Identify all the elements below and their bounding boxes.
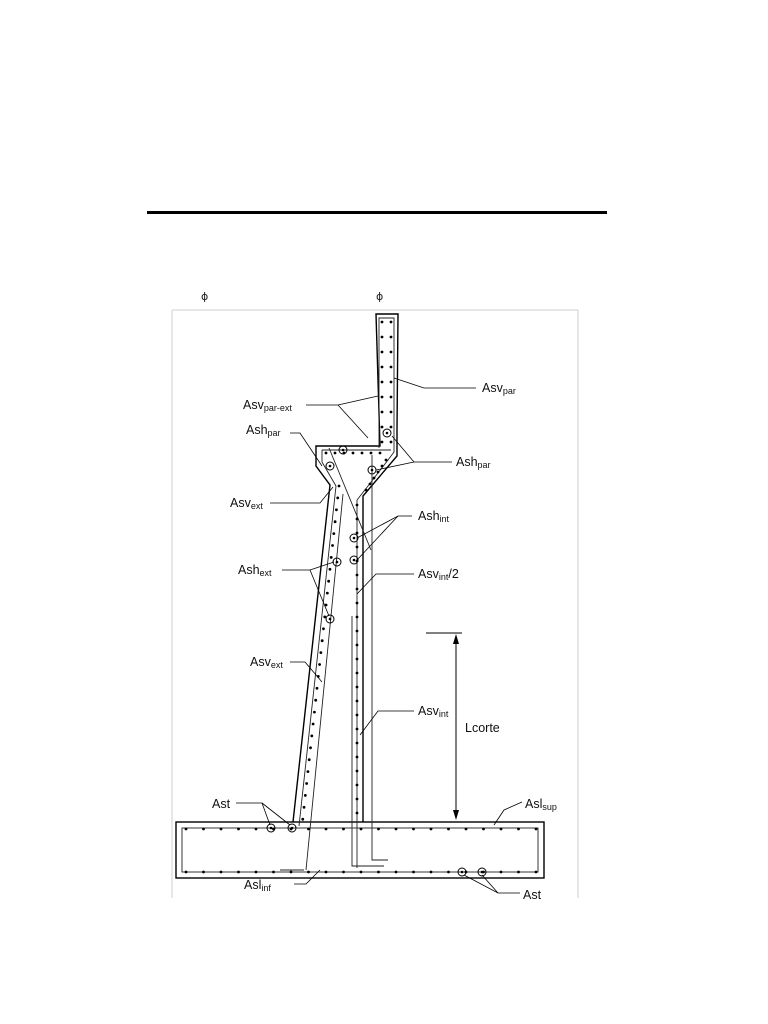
rebar-dot: [321, 639, 324, 642]
rebar-dot: [356, 714, 359, 717]
label-ast-top: Ast: [212, 797, 231, 811]
rebar-dot: [202, 871, 205, 874]
rebar-dot: [307, 871, 310, 874]
rebar-dot: [381, 336, 384, 339]
rebar-dot: [301, 818, 304, 821]
rebar-dot: [318, 663, 321, 666]
rebar-dot: [338, 485, 341, 488]
rebar-dot: [220, 871, 223, 874]
rebar-dot: [381, 366, 384, 369]
rebar-dot: [303, 806, 306, 809]
footing-bar-cage: [182, 828, 538, 872]
rebar-dot: [237, 828, 240, 831]
rebar-dot: [360, 871, 363, 874]
rebar-dot: [356, 504, 359, 507]
rebar-dot: [381, 411, 384, 414]
rebar-dot: [305, 782, 308, 785]
rebar-dot: [447, 871, 450, 874]
rebar-dot: [370, 452, 373, 455]
rebar-dot: [356, 518, 359, 521]
rebar-dot: [377, 828, 380, 831]
rebar-dot: [365, 489, 368, 492]
rebar-dot: [325, 871, 328, 874]
rebar-dot: [482, 828, 485, 831]
label-asv-par-ext: Asvpar-ext: [243, 398, 292, 413]
label-asv-ext-top: Asvext: [230, 496, 263, 511]
rebar-dot: [331, 544, 334, 547]
rebar-dot: [356, 742, 359, 745]
rebar-dot: [202, 828, 205, 831]
circled-bar-centers: [270, 432, 484, 874]
label-asv-int: Asvint: [418, 704, 449, 719]
label-ash-par-left: Ashpar: [246, 423, 281, 438]
rebar-dot: [304, 794, 307, 797]
label-asl-sup: Aslsup: [525, 797, 557, 812]
rebar-dot: [356, 602, 359, 605]
rebar-dot: [356, 756, 359, 759]
rebar-dot: [316, 687, 319, 690]
concrete-outline: [176, 314, 544, 878]
label-ash-ext: Ashext: [238, 563, 272, 578]
rebar-dot: [356, 630, 359, 633]
rebar-dot: [356, 700, 359, 703]
rebar-dot: [334, 520, 337, 523]
rebar-dot: [395, 828, 398, 831]
rebar-dot: [356, 728, 359, 731]
rebar-dot: [379, 452, 382, 455]
rebar-dot: [390, 426, 393, 429]
rebar-dot: [329, 568, 332, 571]
rebar-dot: [447, 828, 450, 831]
rebar-dot: [500, 828, 503, 831]
label-asv-ext-mid: Asvext: [250, 655, 283, 670]
drawing-frame: [172, 310, 578, 898]
interior-short-bar: [372, 455, 388, 860]
rebar-dot: [381, 321, 384, 324]
rebar-dot: [356, 672, 359, 675]
rebar-dot: [356, 574, 359, 577]
rebar-dot: [381, 351, 384, 354]
label-ast-bottom: Ast: [523, 888, 542, 902]
rebar-dot: [465, 828, 468, 831]
rebar-dot: [334, 452, 337, 455]
rebar-dot: [356, 812, 359, 815]
rebar-dot: [381, 465, 384, 468]
rebar-dot: [237, 871, 240, 874]
labels: [212, 381, 557, 902]
rebar-dot: [360, 828, 363, 831]
rebar-dot: [336, 497, 339, 500]
rebar-dot: [307, 770, 310, 773]
rebar-dot: [390, 351, 393, 354]
rebar-dot: [332, 532, 335, 535]
lcorte-dimension: [426, 633, 462, 820]
label-lcorte: Lcorte: [465, 721, 500, 735]
rebar-dot: [381, 441, 384, 444]
rebar-dot: [356, 658, 359, 661]
rebar-dot: [535, 871, 538, 874]
rebar-dot: [517, 828, 520, 831]
phi-symbol-left: ϕ: [201, 290, 209, 303]
footing-outline: [176, 822, 544, 878]
rebar-dot: [412, 871, 415, 874]
diagonal-tie-bar: [329, 448, 371, 550]
rebar-dot: [361, 452, 364, 455]
rebar-dot: [325, 452, 328, 455]
reinforcement-bars: [182, 318, 538, 872]
rebar-dot: [255, 828, 258, 831]
rebar-dot: [381, 426, 384, 429]
rebar-dot: [327, 580, 330, 583]
rebar-dot: [356, 798, 359, 801]
rebar-dot: [356, 546, 359, 549]
label-asv-int-half: Asvint/2: [418, 567, 459, 582]
rebar-dot: [307, 828, 310, 831]
rebar-dot: [430, 828, 433, 831]
rebar-dot: [310, 735, 313, 738]
phi-symbol-right: ϕ: [376, 290, 384, 303]
rebar-dot: [356, 770, 359, 773]
rebar-dot: [356, 784, 359, 787]
rebar-dot: [385, 459, 388, 462]
rebar-dot: [309, 746, 312, 749]
rebar-dot: [319, 651, 322, 654]
rebar-dot: [185, 828, 188, 831]
rebar-dot: [390, 396, 393, 399]
rebar-dot: [381, 381, 384, 384]
rebar-dot: [342, 828, 345, 831]
rebar-dot: [356, 588, 359, 591]
leader-lines: [236, 378, 522, 893]
rebar-dot: [220, 828, 223, 831]
exterior-vertical-bar-2: [306, 494, 343, 870]
rebar-dot: [373, 477, 376, 480]
label-asv-par: Asvpar: [482, 381, 516, 396]
rebar-dot: [412, 828, 415, 831]
rebar-dot: [290, 871, 293, 874]
rebar-dot: [390, 381, 393, 384]
label-ash-par-right: Ashpar: [456, 455, 491, 470]
rebar-dot: [313, 711, 316, 714]
exterior-vertical-bar: [299, 486, 336, 826]
rebar-dot: [377, 471, 380, 474]
label-asl-inf: Aslinf: [244, 878, 271, 893]
rebar-dot: [395, 871, 398, 874]
rebar-dot: [352, 452, 355, 455]
rebar-dot: [312, 723, 315, 726]
rebar-dot: [390, 441, 393, 444]
rebar-dot: [369, 483, 372, 486]
rebar-dot: [185, 871, 188, 874]
rebar-dots: [185, 321, 538, 874]
rebar-dot: [330, 556, 333, 559]
rebar-dot: [356, 686, 359, 689]
rebar-dot: [500, 871, 503, 874]
rebar-dot: [308, 758, 311, 761]
rebar-dot: [325, 828, 328, 831]
rebar-dot: [390, 321, 393, 324]
rebar-dot: [535, 828, 538, 831]
rebar-dot: [272, 871, 275, 874]
rebar-dot: [322, 627, 325, 630]
rebar-dot: [430, 871, 433, 874]
rebar-dot: [390, 336, 393, 339]
circled-bars: [267, 429, 486, 876]
rebar-dot: [390, 366, 393, 369]
rebar-dot: [255, 871, 258, 874]
rebar-dot: [356, 616, 359, 619]
rebar-dot: [314, 699, 317, 702]
rebar-dot: [342, 871, 345, 874]
rebar-dot: [390, 411, 393, 414]
rebar-dot: [381, 396, 384, 399]
rebar-dot: [377, 871, 380, 874]
wall-outline: [293, 314, 398, 822]
rebar-dot: [356, 644, 359, 647]
rebar-dot: [517, 871, 520, 874]
rebar-dot: [335, 508, 338, 511]
label-ash-int: Ashint: [418, 509, 450, 524]
rebar-dot: [326, 592, 329, 595]
